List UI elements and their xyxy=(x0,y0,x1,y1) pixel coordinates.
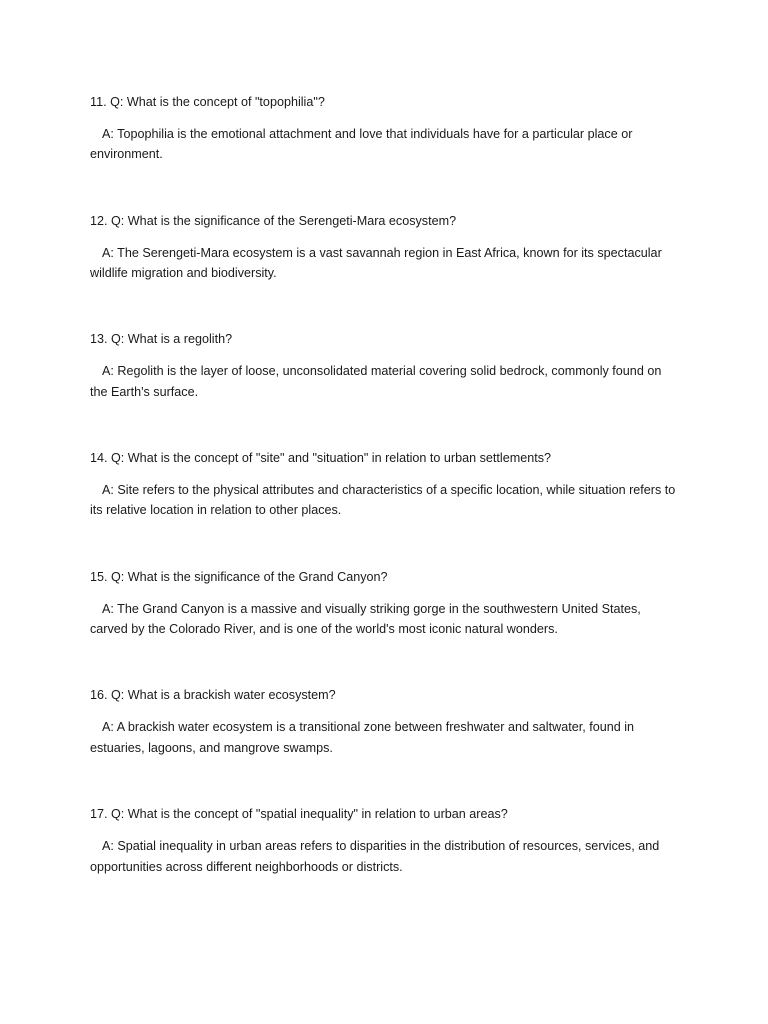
answer-12: A: The Serengeti-Mara ecosystem is a vast savannah region in East Africa, known for its spectacular wildlife migration and biodiversity. xyxy=(90,245,662,281)
question-16: 16. Q: What is a brackish water ecosystem? xyxy=(90,688,336,703)
qa-item-14 xyxy=(90,448,682,567)
answer-14: A: Site refers to the physical attributes and characteristics of a specific location, while situation refers to its relative location in relation to other places. xyxy=(90,483,676,518)
question-17: 17. Q: What is the concept of "spatial inequality" in relation to urban areas? xyxy=(90,807,508,822)
answer-13: A: Regolith is the layer of loose, unconsolidated material covering solid bedrock, commonly found on the Earth's surface. xyxy=(90,364,662,399)
qa-item-11 xyxy=(90,92,682,211)
question-14: 14. Q: What is the concept of "site" and "situation" in relation to urban settlements? xyxy=(90,451,552,466)
answer-11: A: Topophilia is the emotional attachment and love that individuals have for a particular place or environment. xyxy=(90,127,633,162)
qa-list xyxy=(90,92,682,923)
qa-item-16 xyxy=(90,685,682,804)
answer-16: A: A brackish water ecosystem is a transitional zone between freshwater and saltwater, found in estuaries, lagoons, and mangrove swamps. xyxy=(90,720,635,755)
question-15: 15. Q: What is the significance of the Grand Canyon? xyxy=(90,569,388,584)
qa-item-13 xyxy=(90,329,682,448)
question-13: 13. Q: What is a regolith? xyxy=(90,332,233,347)
question-11: 11. Q: What is the concept of "topophilia"? xyxy=(90,95,325,109)
answer-17: A: Spatial inequality in urban areas refers to disparities in the distribution of resources, services, and opportunities across different neighborhoods or districts. xyxy=(90,839,660,874)
qa-item-17 xyxy=(90,804,682,923)
question-12: 12. Q: What is the significance of the Serengeti-Mara ecosystem? xyxy=(90,213,457,228)
qa-item-15 xyxy=(90,567,682,686)
qa-item-12 xyxy=(90,211,682,330)
answer-15: A: The Grand Canyon is a massive and visually striking gorge in the southwestern United States, carved by the Colorado River, and is one of the world's most iconic natural wonders. xyxy=(90,601,641,637)
